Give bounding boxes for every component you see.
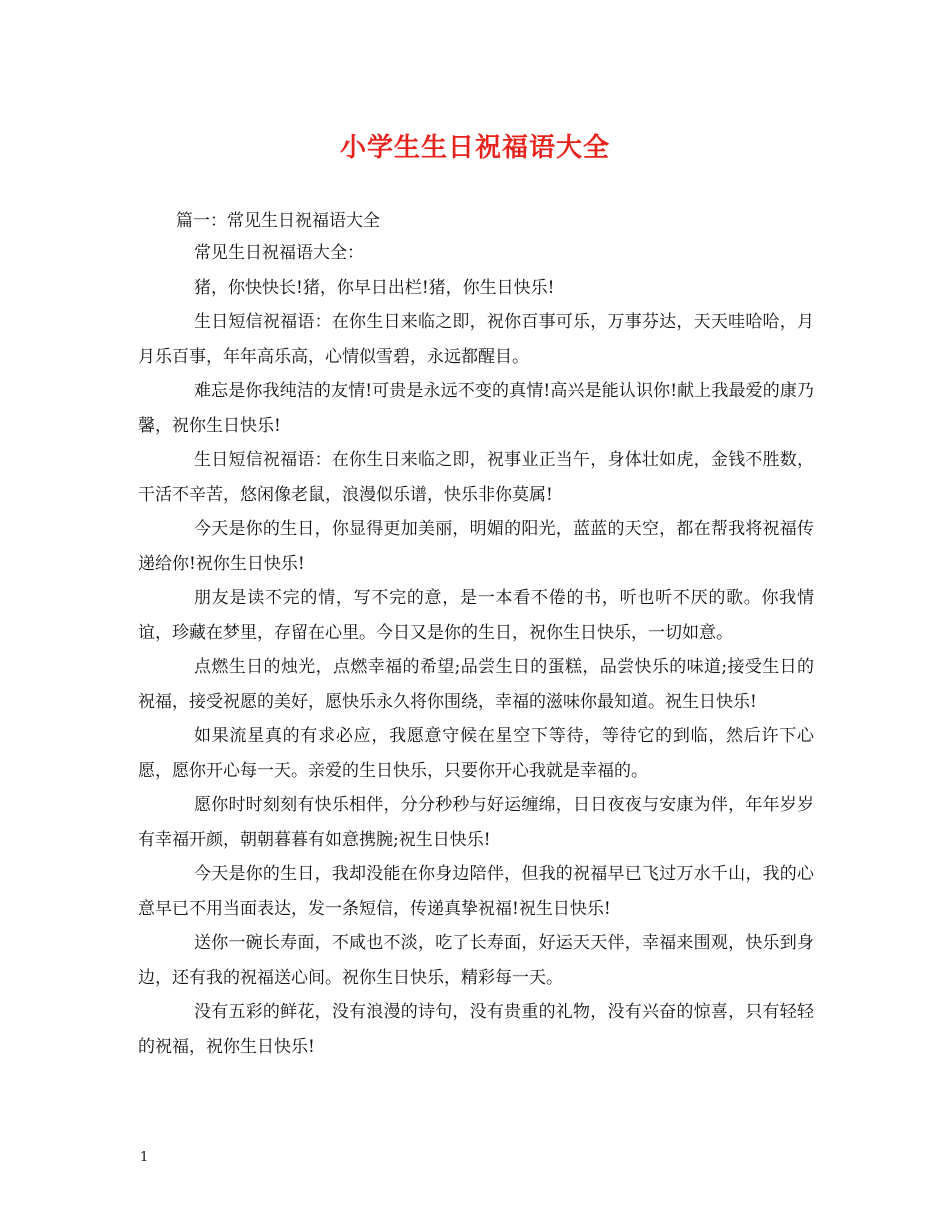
paragraph: 送你一碗长寿面，不咸也不淡，吃了长寿面，好运天天伴，幸福来围观，快乐到身边，还有我的祝福送心间。祝你生日快乐，精彩每一天。 — [138, 933, 814, 988]
paragraph: 生日短信祝福语：在你生日来临之即，祝你百事可乐，万事芬达，天天哇哈哈，月月乐百事，年年高乐高，心情似雪碧，永远都醒目。 — [138, 312, 814, 367]
paragraph: 今天是你的生日，你显得更加美丽，明媚的阳光，蓝蓝的天空，都在帮我将祝福传递给你!祝你生日快乐! — [138, 519, 814, 574]
section-heading: 篇一：常见生日祝福语大全 — [176, 211, 380, 231]
paragraph: 朋友是读不完的情，写不完的意，是一本看不倦的书，听也听不厌的歌。你我情谊，珍藏在梦里，存留在心里。今日又是你的生日，祝你生日快乐，一切如意。 — [138, 588, 814, 643]
paragraph: 愿你时时刻刻有快乐相伴，分分秒秒与好运缠绵，日日夜夜与安康为伴，年年岁岁有幸福开颜，朝朝暮暮有如意携腕;祝生日快乐! — [138, 795, 814, 850]
paragraph: 今天是你的生日，我却没能在你身边陪伴，但我的祝福早已飞过万水千山，我的心意早已不用当面表达，发一条短信，传递真挚祝福!祝生日快乐! — [138, 864, 814, 919]
paragraph: 猪，你快快长!猪，你早日出栏!猪，你生日快乐! — [194, 277, 555, 298]
paragraph: 生日短信祝福语：在你生日来临之即，祝事业正当午，身体壮如虎，金钱不胜数，干活不辛苦，悠闲像老鼠，浪漫似乐谱，快乐非你莫属! — [138, 450, 814, 505]
document-body — [138, 236, 814, 1064]
document-title: 小学生生日祝福语大全 — [339, 133, 610, 163]
paragraph: 难忘是你我纯洁的友情!可贵是永远不变的真情!高兴是能认识你!献上我最爱的康乃馨，祝你生日快乐! — [138, 381, 814, 436]
paragraph: 点燃生日的烛光，点燃幸福的希望;品尝生日的蛋糕，品尝快乐的味道;接受生日的祝福，接受祝愿的美好，愿快乐永久将你围绕，幸福的滋味你最知道。祝生日快乐! — [138, 657, 814, 712]
page-number: 1 — [140, 1150, 149, 1165]
paragraph: 如果流星真的有求必应，我愿意守候在星空下等待，等待它的到临，然后许下心愿，愿你开心每一天。亲爱的生日快乐，只要你开心我就是幸福的。 — [138, 726, 814, 781]
paragraph: 常见生日祝福语大全： — [194, 243, 364, 263]
paragraph: 没有五彩的鲜花，没有浪漫的诗句，没有贵重的礼物，没有兴奋的惊喜，只有轻轻的祝福，祝你生日快乐! — [138, 1002, 814, 1057]
